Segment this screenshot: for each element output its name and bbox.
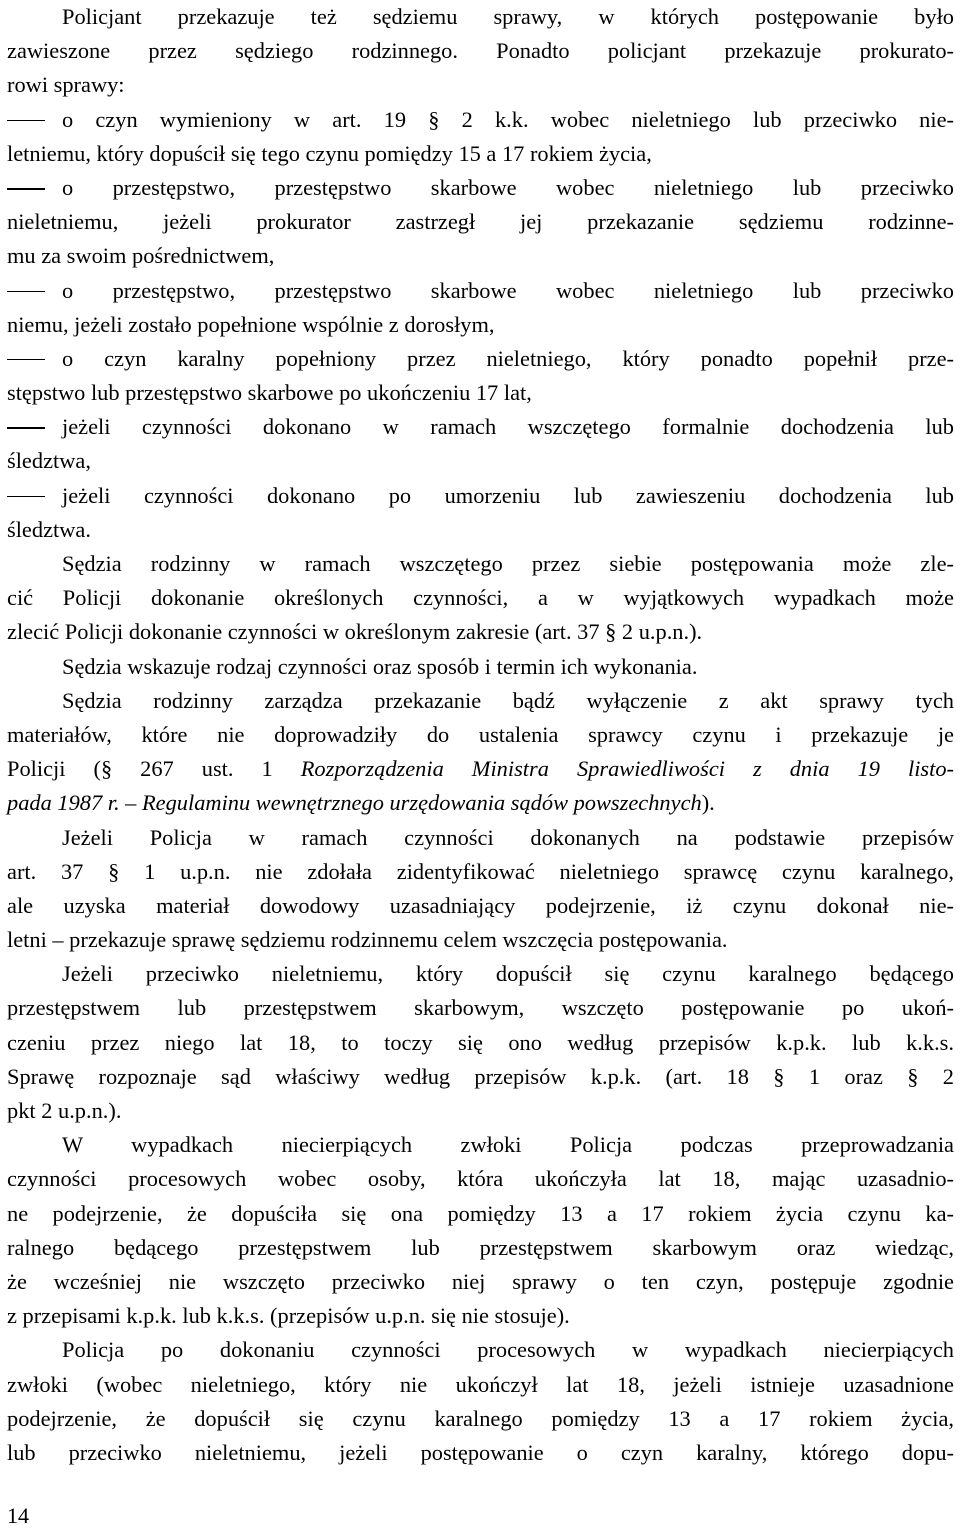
text-line: czynności procesowych wobec osoby, która ukończyła lat 18, mając uzasadnio-	[7, 1166, 954, 1192]
text-line: niemu, jeżeli zostało popełnione wspólnie z dorosłym,	[7, 311, 495, 337]
text-line: art. 37 § 1 u.p.n. nie zdołała zidentyfikować nieletniego sprawcę czynu karalnego,	[7, 858, 954, 884]
text-line: śledztwa,	[7, 448, 91, 474]
text-line: śledztwa.	[7, 516, 91, 542]
cited-regulation-title: pada 1987 r. – Regulaminu wewnętrznego urzędowania sądów powszechnych	[7, 790, 702, 816]
text-line: czeniu przez niego lat 18, to toczy się ono według przepisów k.p.k. lub k.k.s.	[7, 1029, 954, 1055]
text-line: lub przeciwko nieletniemu, jeżeli postępowanie o czyn karalny, którego dopu-	[7, 1439, 954, 1465]
text-line: podejrzenie, że dopuścił się czynu karalnego pomiędzy 13 a 17 rokiem życia,	[7, 1405, 954, 1431]
text-line: Sędzia rodzinny w ramach wszczętego przez siebie postępowania może zle-	[62, 551, 954, 576]
list-item-line: o czyn wymieniony w art. 19 § 2 k.k. wobec nieletniego lub przeciwko nie-	[7, 103, 954, 137]
text-line: że wcześniej nie wszczęto przeciwko niej sprawy o ten czyn, postępuje zgodnie	[7, 1268, 954, 1294]
text-line: Sędzia wskazuje rodzaj czynności oraz sposób i termin ich wykonania.	[62, 653, 698, 679]
text-line: ne podejrzenie, że dopuściła się ona pomiędzy 13 a 17 rokiem życia czynu ka-	[7, 1200, 954, 1226]
text-line: stępstwo lub przestępstwo skarbowe po ukończeniu 17 lat,	[7, 380, 532, 406]
list-item-line: jeżeli czynności dokonano po umorzeniu lub zawieszeniu dochodzenia lub	[7, 479, 954, 513]
list-item-line: o przestępstwo, przestępstwo skarbowe wobec nieletniego lub przeciwko	[7, 171, 954, 205]
text-line: Jeżeli przeciwko nieletniemu, który dopuścił się czynu karalnego będącego	[62, 961, 954, 987]
text-line: materiałów, które nie doprowadziły do ustalenia sprawcy czynu i przekazuje je	[7, 721, 954, 747]
text-line: zwłoki (wobec nieletniego, który nie ukończył lat 18, jeżeli istnieje uzasadnione	[7, 1371, 954, 1397]
text-line: rowi sprawy:	[7, 72, 125, 98]
text-line: ralnego będącego przestępstwem lub przestępstwem skarbowym oraz wiedząc,	[7, 1234, 954, 1260]
text-line: Sędzia rodzinny zarządza przekazanie bądź wyłączenie z akt sprawy tych	[62, 687, 954, 713]
document-page	[7, 0, 954, 1470]
text-line: przestępstwem lub przestępstwem skarbowym, wszczęto postępowanie po ukoń-	[7, 995, 954, 1021]
page-number: 14	[7, 1503, 29, 1528]
text-line: nieletniemu, jeżeli prokurator zastrzegł jej przekazanie sędziemu rodzinne-	[7, 209, 954, 235]
text-line: Policja po dokonaniu czynności procesowych w wypadkach niecierpiących	[62, 1337, 954, 1363]
document-body	[7, 0, 954, 1470]
text-line: z przepisami k.p.k. lub k.k.s. (przepisów u.p.n. się nie stosuje).	[7, 1303, 570, 1329]
text-line: Jeżeli Policja w ramach czynności dokonanych na podstawie przepisów	[62, 824, 954, 850]
text-line: ale uzyska materiał dowodowy uzasadniający podejrzenie, iż czynu dokonał nie-	[7, 892, 954, 918]
text-line: zawieszone przez sędziego rodzinnego. Ponadto policjant przekazuje prokurato-	[7, 38, 954, 64]
text-line: Policji (§ 267 ust. 1 Rozporządzenia Ministra Sprawiedliwości z dnia 19 listo-	[7, 756, 955, 782]
text-line: W wypadkach niecierpiących zwłoki Policja podczas przeprowadzania	[62, 1132, 954, 1158]
text-line: letniemu, który dopuścił się tego czynu pomiędzy 15 a 17 rokiem życia,	[7, 140, 652, 166]
list-item-line: o czyn karalny popełniony przez nieletniego, który ponadto popełnił prze-	[7, 342, 954, 376]
list-item-line: o przestępstwo, przestępstwo skarbowe wobec nieletniego lub przeciwko	[7, 274, 954, 308]
text-line: pada 1987 r. – Regulaminu wewnętrznego urzędowania sądów powszechnych).	[7, 790, 715, 816]
text-line: pkt 2 u.p.n.).	[7, 1098, 122, 1123]
text-line: mu za swoim pośrednictwem,	[7, 243, 275, 269]
text-line: cić Policji dokonanie określonych czynności, a w wyjątkowych wypadkach może	[7, 585, 954, 611]
text-line: letni – przekazuje sprawę sędziemu rodzinnemu celem wszczęcia postępowania.	[7, 927, 728, 953]
cited-regulation-title: Rozporządzenia Ministra Sprawiedliwości z dnia 19 listo-	[300, 756, 955, 782]
text-line: zlecić Policji dokonanie czynności w określonym zakresie (art. 37 § 2 u.p.n.).	[7, 619, 703, 645]
list-item-line: jeżeli czynności dokonano w ramach wszczętego formalnie dochodzenia lub	[7, 410, 954, 444]
text-line: Policjant przekazuje też sędziemu sprawy, w których postępowanie było	[62, 4, 954, 29]
text-line: Sprawę rozpoznaje sąd właściwy według przepisów k.p.k. (art. 18 § 1 oraz § 2	[7, 1063, 954, 1089]
